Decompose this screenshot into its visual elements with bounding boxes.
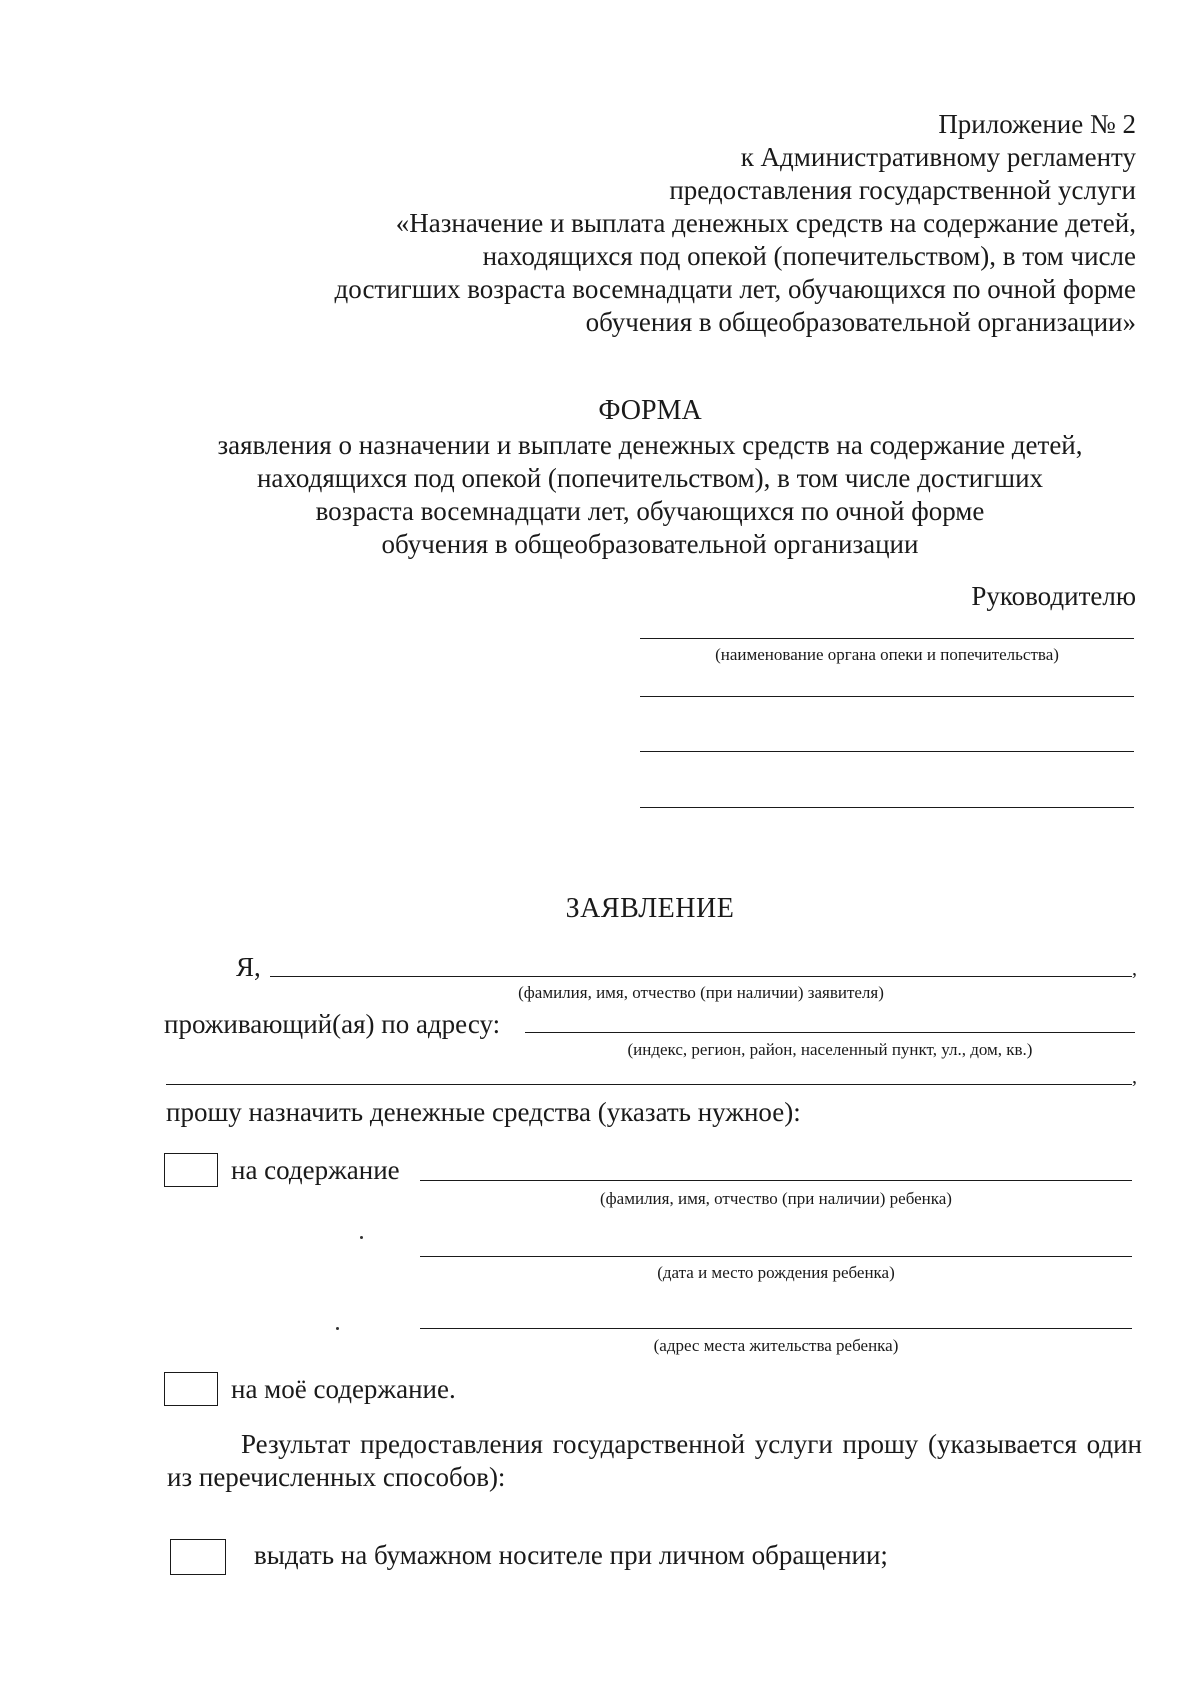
child-address-caption: (адрес места жительства ребенка)	[653, 1336, 899, 1355]
result-paragraph-text: Результат предоставления государственной услуги прошу (указывается один из перечисленных способов):	[167, 1429, 1142, 1492]
address-caption: (индекс, регион, район, населенный пункт, ул., дом, кв.)	[627, 1040, 1033, 1059]
residing-label: проживающий(ая) по адресу:	[164, 1009, 501, 1039]
delivery-paper-label: выдать на бумажном носителе при личном обращении;	[254, 1540, 888, 1570]
child-address-field[interactable]	[420, 1328, 1132, 1329]
statement-title: ЗАЯВЛЕНИЕ	[565, 893, 735, 924]
child-name-caption: (фамилия, имя, отчество (при наличии) ребенка)	[600, 1189, 952, 1208]
addressee-caption: (наименование органа опеки и попечительства)	[715, 645, 1059, 664]
form-title-main: ФОРМА	[598, 395, 702, 426]
child-birth-field[interactable]	[420, 1256, 1132, 1257]
appendix-header	[236, 108, 1136, 339]
option-child-checkbox[interactable]	[164, 1153, 218, 1187]
applicant-caption: (фамилия, имя, отчество (при наличии) заявителя)	[518, 983, 884, 1002]
option-child-label: на содержание	[231, 1155, 400, 1185]
address-field-1[interactable]	[525, 1032, 1135, 1033]
scan-speck	[360, 1236, 363, 1239]
request-label: прошу назначить денежные средства (указать нужное):	[166, 1097, 801, 1127]
appendix-line: предоставления государственной услуги	[669, 175, 1136, 205]
appendix-line: «Назначение и выплата денежных средств на содержание детей,	[395, 208, 1136, 238]
address-comma: ,	[1132, 1066, 1137, 1088]
form-title-line: возраста восемнадцати лет, обучающихся по очной форме	[315, 496, 985, 526]
form-title-line: заявления о назначении и выплате денежных средств на содержание детей,	[217, 430, 1083, 460]
form-title-line: находящихся под опекой (попечительством), в том числе достигших	[256, 463, 1044, 493]
applicant-label: Я,	[236, 952, 261, 982]
appendix-line: к Административному регламенту	[740, 142, 1136, 172]
form-title-line: обучения в общеобразовательной организации	[381, 529, 919, 559]
addressee-field-2[interactable]	[640, 696, 1134, 697]
addressee-field-3[interactable]	[640, 751, 1134, 752]
applicant-name-field[interactable]	[270, 976, 1132, 977]
appendix-line: достигших возраста восемнадцати лет, обучающихся по очной форме	[334, 274, 1136, 304]
result-paragraph	[167, 1428, 1142, 1494]
delivery-paper-checkbox[interactable]	[170, 1539, 226, 1575]
option-self-label: на моё содержание.	[231, 1374, 456, 1404]
addressee-label: Руководителю	[971, 581, 1136, 611]
appendix-line: обучения в общеобразовательной организации»	[585, 307, 1136, 337]
form-title	[0, 394, 1200, 561]
child-birth-caption: (дата и место рождения ребенка)	[657, 1263, 895, 1282]
appendix-line: находящихся под опекой (попечительством), в том числе	[482, 241, 1136, 271]
option-self-checkbox[interactable]	[164, 1372, 218, 1406]
appendix-line: Приложение № 2	[938, 109, 1136, 139]
scan-speck	[336, 1327, 339, 1330]
addressee-field-4[interactable]	[640, 807, 1134, 808]
addressee-field-1[interactable]	[640, 638, 1134, 639]
child-name-field[interactable]	[420, 1180, 1132, 1181]
address-field-2[interactable]	[166, 1084, 1132, 1085]
applicant-comma: ,	[1132, 958, 1137, 980]
